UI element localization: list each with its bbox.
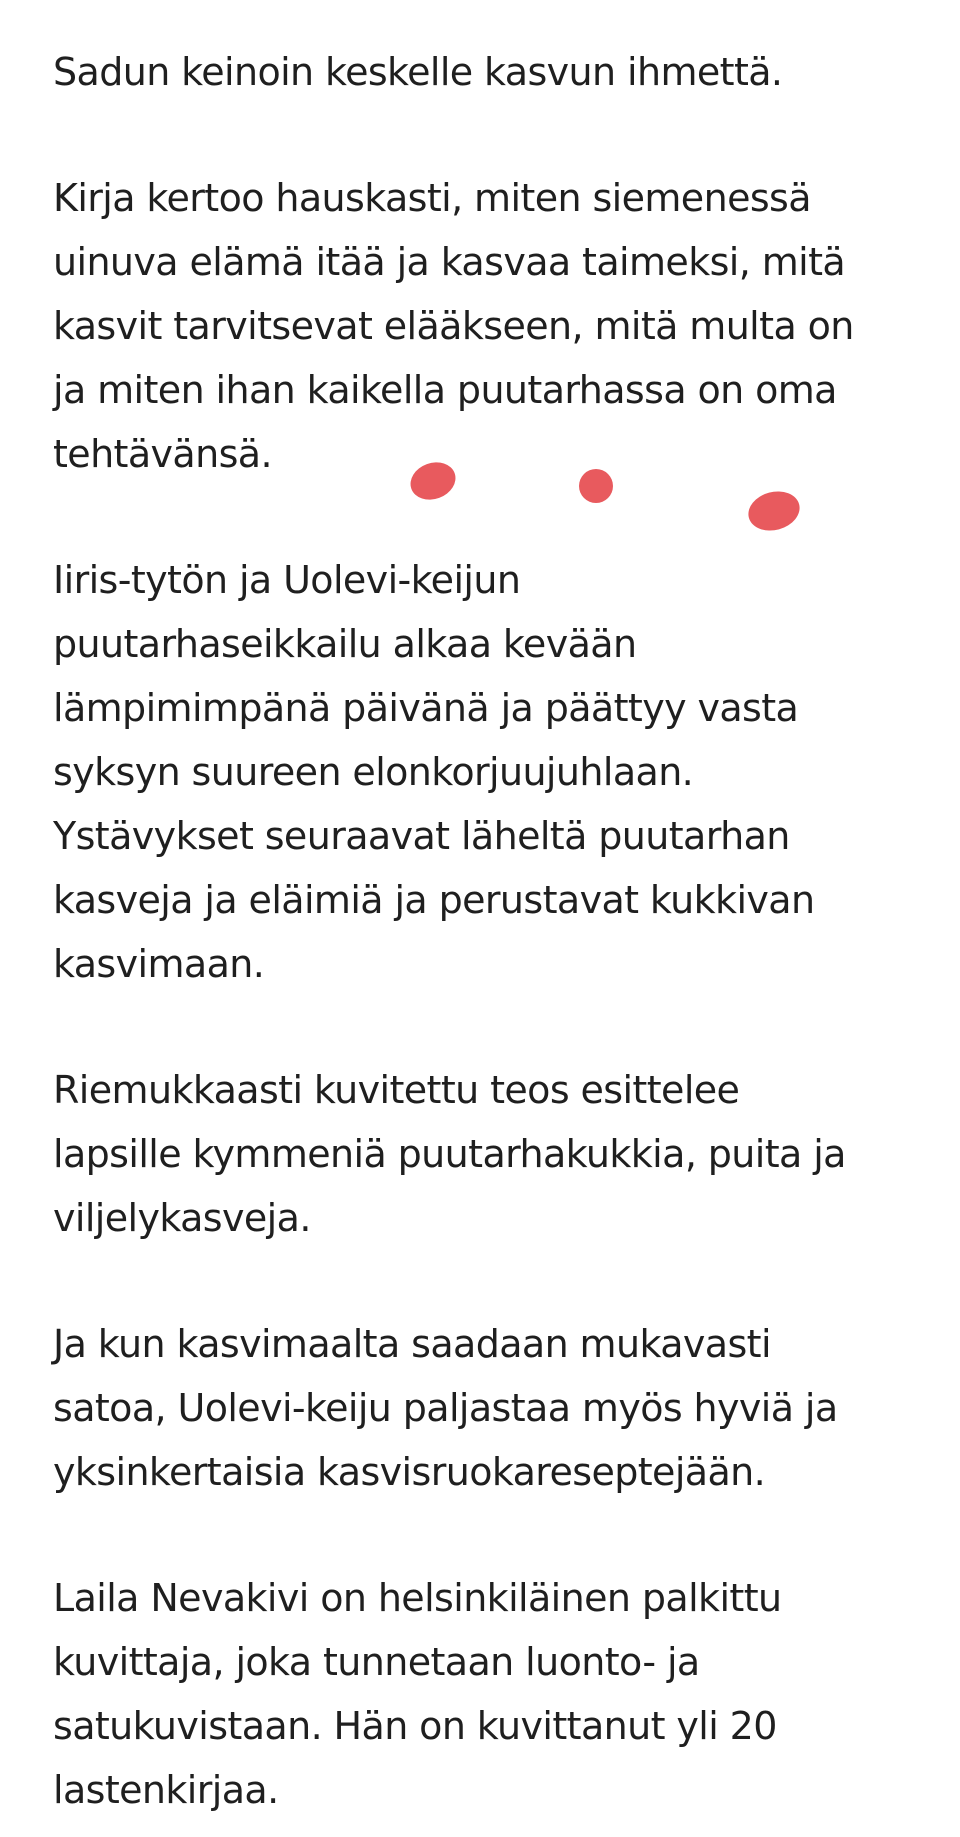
text-line: kuvittaja, joka tunnetaan luonto- ja	[53, 1640, 700, 1684]
article-body	[53, 40, 923, 1822]
text-line: kasveja ja eläimiä ja perustavat kukkivan	[53, 878, 815, 922]
text-line: Kirja kertoo hauskasti, miten siemenessä	[53, 176, 811, 220]
text-line: kasvimaan.	[53, 942, 265, 986]
text-line: syksyn suureen elonkorjuujuhlaan.	[53, 750, 694, 794]
paragraph-story	[53, 548, 923, 996]
text-line: Ystävykset seuraavat läheltä puutarhan	[53, 814, 790, 858]
text-line: satukuvistaan. Hän on kuvittanut yli 20	[53, 1704, 777, 1748]
paragraph-intro	[53, 40, 923, 104]
paragraph-recipes	[53, 1312, 923, 1504]
text-line: Iiris-tytön ja Uolevi-keijun	[53, 558, 521, 602]
text-line: Riemukkaasti kuvitettu teos esittelee	[53, 1068, 740, 1112]
text-line: uinuva elämä itää ja kasvaa taimeksi, mitä	[53, 240, 846, 284]
text-line: yksinkertaisia kasvisruokareseptejään.	[53, 1450, 766, 1494]
text-line: puutarhaseikkailu alkaa kevään	[53, 622, 637, 666]
paragraph-author	[53, 1566, 923, 1822]
text-line: lastenkirjaa.	[53, 1768, 279, 1812]
text-line: ja miten ihan kaikella puutarhassa on oma	[53, 368, 837, 412]
text-line: viljelykasveja.	[53, 1196, 311, 1240]
text-line: satoa, Uolevi-keiju paljastaa myös hyviä ja	[53, 1386, 838, 1430]
paragraph-description	[53, 166, 923, 486]
text-line: lapsille kymmeniä puutarhakukkia, puita ja	[53, 1132, 846, 1176]
text-line: kasvit tarvitsevat elääkseen, mitä multa on	[53, 304, 854, 348]
text-line: Sadun keinoin keskelle kasvun ihmettä.	[53, 50, 783, 94]
text-line: Laila Nevakivi on helsinkiläinen palkittu	[53, 1576, 782, 1620]
text-line: Ja kun kasvimaalta saadaan mukavasti	[53, 1322, 771, 1366]
text-line: tehtävänsä.	[53, 432, 272, 476]
text-line: lämpimimpänä päivänä ja päättyy vasta	[53, 686, 799, 730]
paragraph-illustration	[53, 1058, 923, 1250]
